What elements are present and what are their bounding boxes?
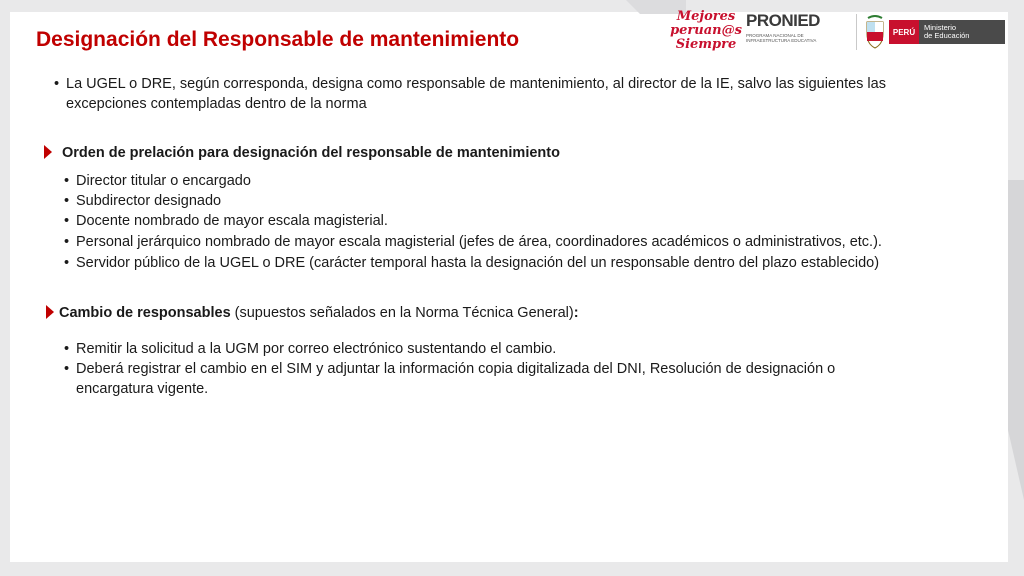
section-arrow-icon [46,305,54,319]
list-item: • Personal jerárquico nombrado de mayor escala magisterial (jefes de área, coordinadores académicos o administrativos, etc.). [64,234,882,250]
list-item: • Remitir la solicitud a la UGM por correo electrónico sustentando el cambio. [64,341,557,357]
pronied-logo: PRONIED PROGRAMA NACIONAL DE INFRAESTRUCTURA EDUCATIVA [746,11,820,43]
peru-badge: PERÚ [889,20,919,44]
section1-heading: Orden de prelación para designación del responsable de mantenimiento [62,145,560,161]
list-item: • Deberá registrar el cambio en el SIM y adjuntar la información copia digitalizada del DNI, Resolución de designación o encargatura vigente. [64,361,836,397]
section2-heading: Cambio de responsables (supuestos señalados en la Norma Técnica General): [59,305,579,321]
slide-title: Designación del Responsable de mantenimiento [36,28,520,51]
bullet-dot: • [54,76,60,92]
list-item: • Director titular o encargado [64,173,251,189]
list-item: • Subdirector designado [64,193,222,209]
ministerio-educacion-badge: Ministerio de Educación [919,20,1005,44]
list-item: • Servidor público de la UGEL o DRE (carácter temporal hasta la designación del un responsable dentro del plazo establecido) [64,255,880,271]
mejores-peruanos-logo: Mejores peruan@s Siempre [670,9,742,52]
section-arrow-icon [44,145,52,159]
intro-bullet: • La UGEL o DRE, según corresponda, designa como responsable de mantenimiento, al director de la IE, salvo las siguientes las excepciones contempladas dentro de la norma [54,76,886,112]
list-item: • Docente nombrado de mayor escala magisterial. [64,213,388,229]
